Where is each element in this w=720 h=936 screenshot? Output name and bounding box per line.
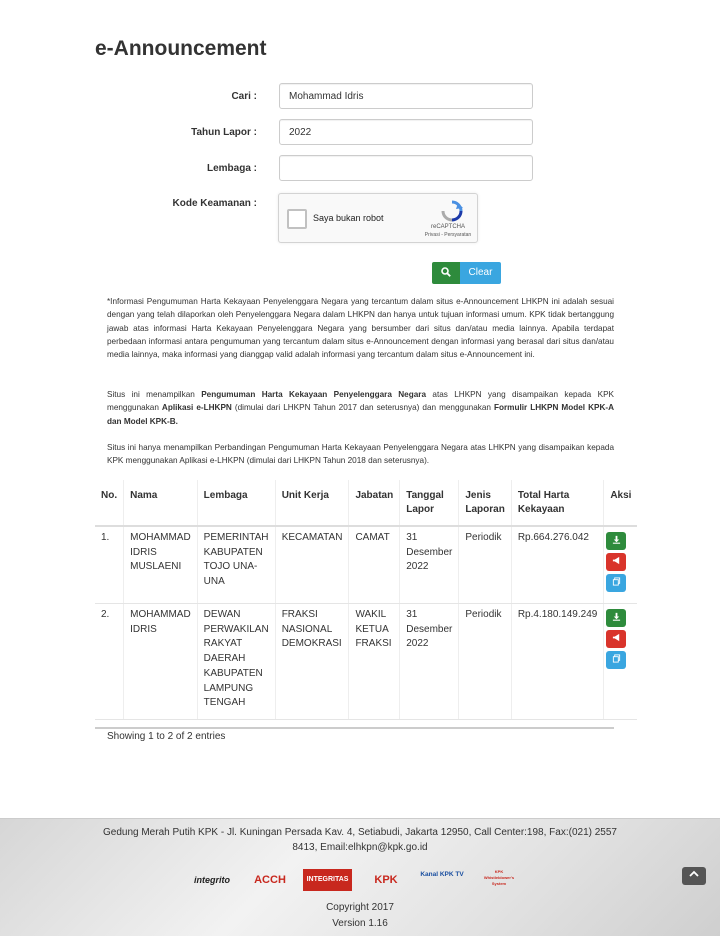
cell-nama: MOHAMMAD IDRIS xyxy=(124,604,198,720)
copyright xyxy=(0,900,720,932)
tahun-input[interactable] xyxy=(279,119,533,145)
col-nama[interactable]: Nama xyxy=(124,480,198,526)
col-jenis-laporan[interactable]: Jenis Laporan xyxy=(459,480,511,526)
bullhorn-icon xyxy=(612,556,621,565)
logo-acch[interactable]: ACCH xyxy=(254,874,286,886)
lembaga-row xyxy=(95,155,535,183)
cari-input[interactable] xyxy=(279,83,533,109)
info-scope-a: Situs ini menampilkan xyxy=(107,390,202,399)
announcement-button[interactable] xyxy=(606,553,626,571)
col-no[interactable]: No. xyxy=(95,480,124,526)
recaptcha-widget xyxy=(278,193,478,243)
copy-button[interactable] xyxy=(606,651,626,669)
scroll-to-top-button[interactable] xyxy=(682,867,706,885)
cell-lembaga: PEMERINTAH KABUPATEN TOJO UNA-UNA xyxy=(197,526,275,604)
info-scope xyxy=(107,388,614,428)
logo-kanal-kpk-tv[interactable]: Kanal KPK TV xyxy=(420,871,464,878)
footer xyxy=(0,818,720,936)
cell-no: 1. xyxy=(95,526,124,604)
cell-jenis-laporan: Periodik xyxy=(459,604,511,720)
captcha-links[interactable]: Privasi - Persyaratan xyxy=(424,232,472,238)
search-button[interactable] xyxy=(432,262,460,284)
info-scope-b: Pengumuman Harta Kekayaan Penyelenggara Negara xyxy=(201,390,427,399)
col-total-harta[interactable]: Total Harta Kekayaan xyxy=(511,480,604,526)
col-unit-kerja[interactable]: Unit Kerja xyxy=(275,480,349,526)
cell-total-harta: Rp.664.276.042 xyxy=(511,526,604,604)
captcha-checkbox[interactable] xyxy=(287,209,307,229)
bullhorn-icon xyxy=(612,633,621,642)
lembaga-label: Lembaga : xyxy=(206,163,257,174)
logo-kpk[interactable]: KPK xyxy=(374,874,398,886)
info-scope-d: Aplikasi e-LHKPN xyxy=(161,403,232,413)
logo-integritas[interactable]: INTEGRITAS xyxy=(303,869,352,891)
tahun-label: Tahun Lapor : xyxy=(191,127,257,138)
table-bottom-divider xyxy=(95,727,614,729)
cell-nama: MOHAMMAD IDRIS MUSLAENI xyxy=(124,526,198,604)
cell-aksi xyxy=(604,526,638,604)
announcement-button[interactable] xyxy=(606,630,626,648)
footer-address: Gedung Merah Putih KPK - Jl. Kuningan Persada Kav. 4, Setiabudi, Jakarta 12950, Call Center:198, Fax:(021) 2557 8413, Email:elhkpn@kpk.go.id xyxy=(102,827,617,853)
copy-icon xyxy=(612,654,621,663)
logo-whistleblower[interactable]: KPK Whistleblower's System xyxy=(483,869,515,886)
cell-unit-kerja: FRAKSI NASIONAL DEMOKRASI xyxy=(275,604,349,720)
download-button[interactable] xyxy=(606,532,626,550)
cari-label: Cari : xyxy=(231,91,257,102)
cell-tanggal-lapor: 31 Desember 2022 xyxy=(400,526,459,604)
info-scope-c: atas LHKPN yang disampaikan kepada KPK menggunakan xyxy=(107,390,614,413)
logo-integrito[interactable]: integrito xyxy=(194,875,230,885)
search-icon xyxy=(441,267,451,277)
captcha-text: Saya bukan robot xyxy=(313,213,384,223)
download-button[interactable] xyxy=(606,609,626,627)
recaptcha-logo-icon xyxy=(441,200,463,222)
info-comparison: Situs ini hanya menampilkan Perbandingan Pengumuman Harta Kekayaan Penyelenggara Negara atas LHKPN yang disampaikan kepada KPK menggunakan Aplikasi e-LHKPN (dimulai dari LHKPN Tahun 2018 dan seterusnya). xyxy=(107,443,614,466)
info-scope-f: Formulir LHKPN Model KPK-A dan Model KPK-B. xyxy=(107,403,615,426)
cell-total-harta: Rp.4.180.149.249 xyxy=(511,604,604,720)
cell-lembaga: DEWAN PERWAKILAN RAKYAT DAERAH KABUPATEN LAMPUNG TENGAH xyxy=(197,604,275,720)
copyright-text: Copyright 2017 xyxy=(326,902,394,913)
clear-button[interactable]: Clear xyxy=(460,262,501,284)
cell-jabatan: WAKIL KETUA FRAKSI xyxy=(349,604,400,720)
cell-no: 2. xyxy=(95,604,124,720)
info-disclaimer: *Informasi Pengumuman Harta Kekayaan Penyelenggara Negara yang tercantum dalam situs e-Announcement LHKPN ini adalah sesuai dengan yang telah dilaporkan oleh Penyelenggara Negara dalam LHKPN dan hanya untuk tujuan informasi umum. KPK tidak bertanggung jawab atas informasi Harta Kekayaan Penyelenggara Negara yang bersumber dari situs dan/atau media lainnya. Apabila terdapat perbedaan informasi antara pengumuman yang tercantum dalam situs e-Announcement dengan informasi yang berasal dari situs dan/atau media lainnya, maka informasi yang dianggap valid adalah informasi yang tercantum dalam situs e-Announcement ini. xyxy=(107,297,614,360)
copy-icon xyxy=(612,577,621,586)
table-header-row xyxy=(95,480,637,526)
col-lembaga[interactable]: Lembaga xyxy=(197,480,275,526)
download-icon xyxy=(612,535,621,544)
cari-row xyxy=(95,83,535,111)
captcha-brand: reCAPTCHA xyxy=(430,224,465,230)
info-scope-e: (dimulai dari LHKPN Tahun 2017 dan seterusnya) dan menggunakan xyxy=(231,403,494,413)
cell-aksi xyxy=(604,604,638,720)
col-tanggal-lapor[interactable]: Tanggal Lapor xyxy=(400,480,459,526)
lembaga-input[interactable] xyxy=(279,155,533,181)
cell-jabatan: CAMAT xyxy=(349,526,400,604)
entries-info: Showing 1 to 2 of 2 entries xyxy=(107,731,226,742)
page-title: e-Announcement xyxy=(95,37,267,60)
cell-unit-kerja: KECAMATAN xyxy=(275,526,349,604)
table-row xyxy=(95,604,637,720)
col-aksi: Aksi xyxy=(604,480,638,526)
copy-button[interactable] xyxy=(606,574,626,592)
cell-tanggal-lapor: 31 Desember 2022 xyxy=(400,604,459,720)
col-jabatan[interactable]: Jabatan xyxy=(349,480,400,526)
tahun-row xyxy=(95,119,535,147)
kode-keamanan-label: Kode Keamanan : xyxy=(172,198,257,209)
chevron-up-icon xyxy=(689,870,699,878)
version-text: Version 1.16 xyxy=(332,918,388,929)
results-table xyxy=(95,480,637,720)
download-icon xyxy=(612,612,621,621)
cell-jenis-laporan: Periodik xyxy=(459,526,511,604)
table-row xyxy=(95,526,637,604)
